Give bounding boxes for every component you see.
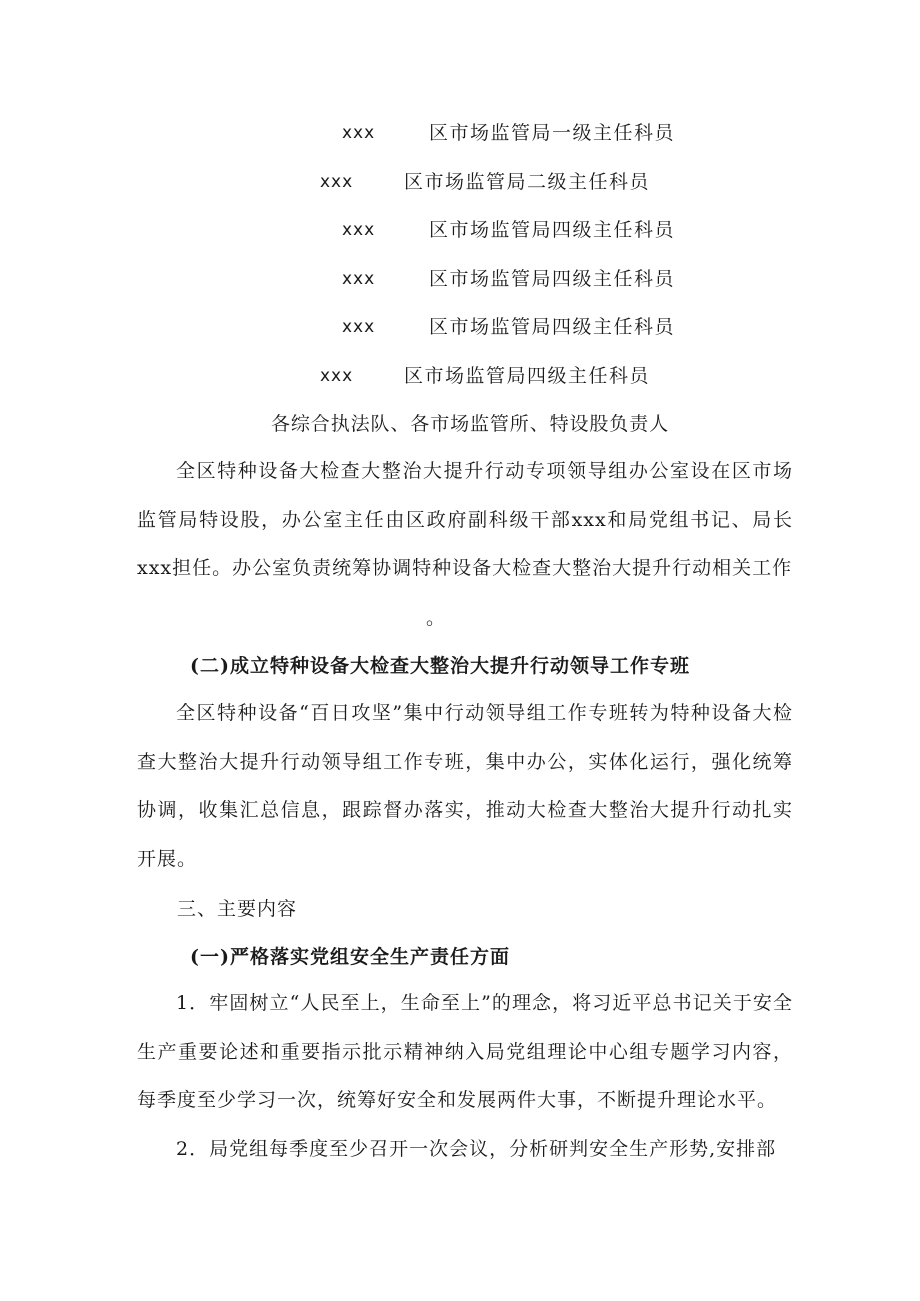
member-name: xxx <box>342 317 376 337</box>
member-name: xxx <box>320 172 354 192</box>
members-note: 各综合执法队、各市场监管所、特设股负责人 <box>271 413 670 435</box>
member-name: xxx <box>320 366 354 386</box>
member-title: 区市场监管局四级主任科员 <box>429 219 676 241</box>
section-heading: (二)成立特种设备大检查大整治大提升行动领导工作专班 <box>190 655 690 677</box>
item-paragraph: 2．局党组每季度至少召开一次会议，分析研判安全生产形势,安排部 <box>176 1138 777 1160</box>
member-name: xxx <box>342 269 376 289</box>
member-title: 区市场监管局二级主任科员 <box>404 171 651 193</box>
office-paragraph-end: 。 <box>426 607 447 629</box>
member-title: 区市场监管局四级主任科员 <box>429 268 676 290</box>
member-title: 区市场监管局四级主任科员 <box>429 316 676 338</box>
item-paragraph: 1．牢固树立“人民至上，生命至上”的理念，将习近平总书记关于安全生产重要论述和重要指示批示精神纳入局党组理论中心组专题学习内容，每季度至少学习一次，统筹好安全和发展两件大事，不断提升理论水平。 <box>137 992 793 1111</box>
member-title: 区市场监管局四级主任科员 <box>404 365 651 387</box>
section-paragraph: 全区特种设备“百日攻坚”集中行动领导组工作专班转为特种设备大检查大整治大提升行动领导组工作专班，集中办公，实体化运行，强化统筹协调，收集汇总信息，跟踪督办落实，推动大检查大整治大提升行动扎实开展。 <box>137 702 793 870</box>
member-name: xxx <box>342 123 376 143</box>
member-name: xxx <box>342 220 376 240</box>
subsection-heading: (一)严格落实党组安全生产责任方面 <box>190 946 510 968</box>
member-title: 区市场监管局一级主任科员 <box>429 122 676 144</box>
part-heading: 三、主要内容 <box>177 898 298 920</box>
office-paragraph: 全区特种设备大检查大整治大提升行动专项领导组办公室设在区市场监管局特设股，办公室主任由区政府副科级干部xxx和局党组书记、局长xxx担任。办公室负责统筹协调特种设备大检查大整治大提升行动相关工作 <box>137 460 793 579</box>
